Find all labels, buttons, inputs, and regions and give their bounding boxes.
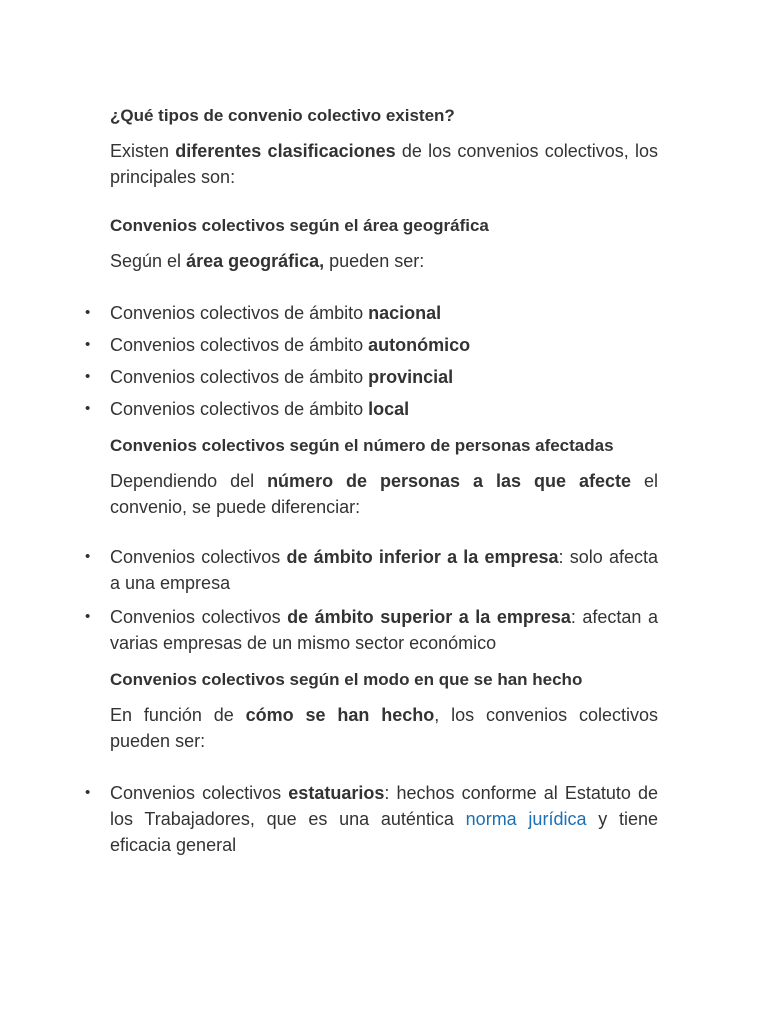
- section-people-intro: Dependiendo del número de personas a las que afecte el convenio, se puede diferenciar:: [110, 471, 658, 517]
- people-list: [110, 544, 658, 656]
- intro-bold: diferentes clasificaciones: [175, 141, 396, 161]
- list-item: • Convenios colectivos de ámbito provincial: [110, 364, 658, 390]
- section-geo-intro: Según el área geográfica, pueden ser:: [110, 251, 425, 271]
- geo-list: [110, 300, 658, 422]
- list-item: • Convenios colectivos de ámbito nacional: [110, 300, 658, 326]
- document-content: [110, 104, 658, 858]
- section-people-heading: Convenios colectivos según el número de personas afectadas: [110, 436, 614, 455]
- list-item: • Convenios colectivos de ámbito inferior a la empresa: solo afecta a una empresa: [110, 544, 658, 596]
- question-title: ¿Qué tipos de convenio colectivo existen?: [110, 106, 455, 125]
- list-item: • Convenios colectivos de ámbito local: [110, 396, 658, 422]
- norma-juridica-link[interactable]: norma jurídica: [465, 809, 587, 829]
- section-geo-heading: Convenios colectivos según el área geográfica: [110, 216, 489, 235]
- intro-paragraph: Existen diferentes clasificaciones de los convenios colectivos, los principales son:: [110, 141, 658, 187]
- section-mode-heading: Convenios colectivos según el modo en que se han hecho: [110, 670, 583, 689]
- list-item: • Convenios colectivos de ámbito superior a la empresa: afectan a varias empresas de un mismo sector económico: [110, 604, 658, 656]
- list-item: • Convenios colectivos de ámbito autonómico: [110, 332, 658, 358]
- mode-list: [110, 780, 658, 858]
- list-item: • Convenios colectivos estatuarios: hechos conforme al Estatuto de los Trabajadores, que es una auténtica norma jurídica y tiene eficacia general: [110, 780, 658, 858]
- section-mode-intro: En función de cómo se han hecho, los convenios colectivos pueden ser:: [110, 705, 658, 751]
